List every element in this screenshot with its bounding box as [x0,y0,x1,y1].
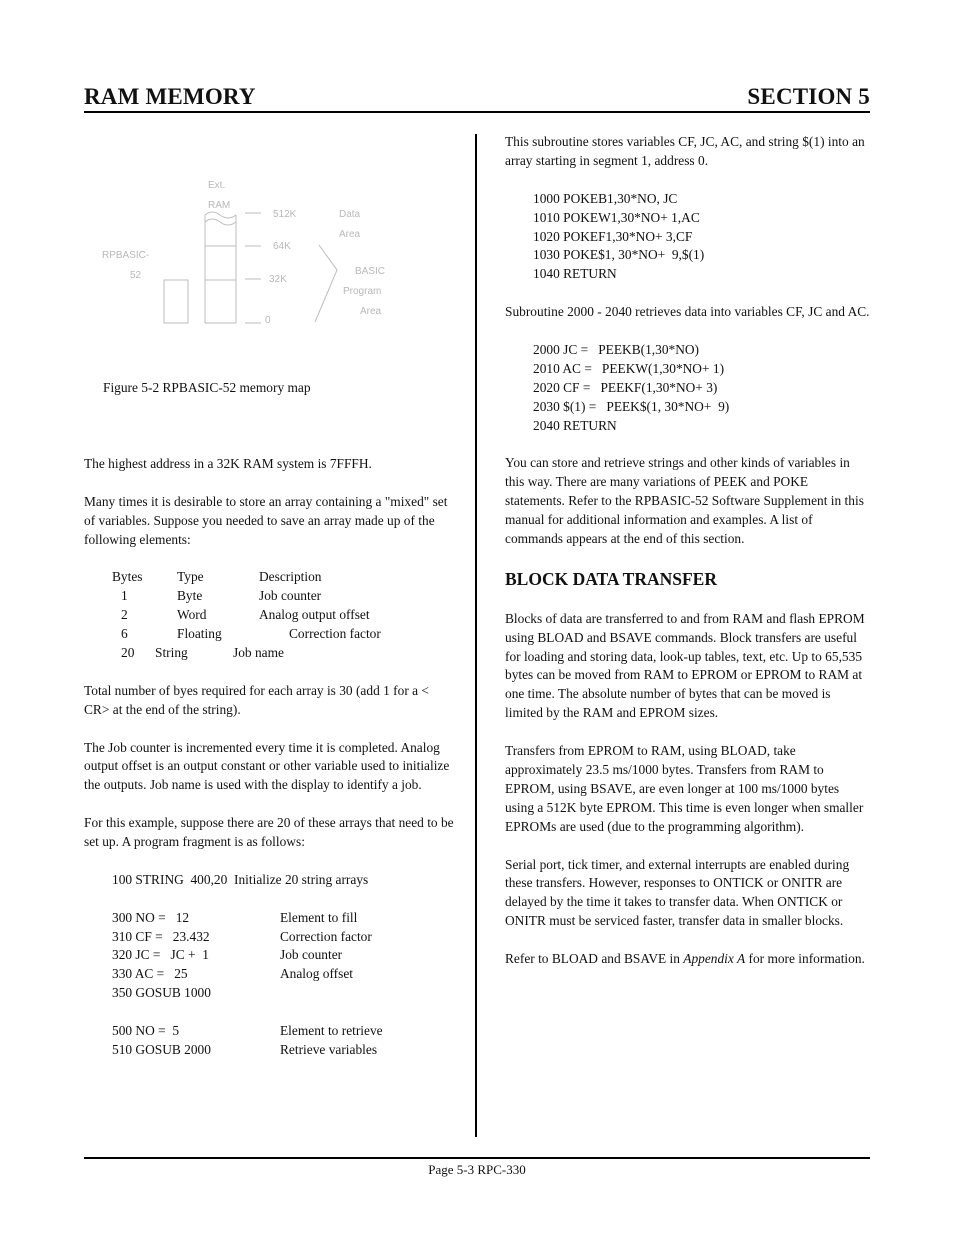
label-rpbasic: RPBASIC- [102,250,150,261]
memory-map-diagram [95,170,395,335]
paragraph-peek-poke: You can store and retrieve strings and other kinds of variables in this way. There are many variations of PEEK and POKE statements. Refer to the RPBASIC-52 Software Supplement in this manual for additional information and examples. A list of commands appears at the end of this section. [505,455,864,546]
code-block-peek [505,341,870,436]
code-line: 1000 POKEB1,30*NO, JC [533,190,678,206]
paragraph-job-counter: The Job counter is incremented every time it is completed. Analog output offset is an output constant or other variable used to initialize the outputs. Job name is used with the display to identify a job. [84,739,450,793]
label-basic: BASIC [355,266,386,277]
code-line: 350 GOSUB 1000 [112,985,211,1001]
appendix-reference: Appendix A [683,951,746,967]
label-64k: 64K [273,241,291,252]
paragraph-block-transfer: Blocks of data are transferred to and from RAM and flash EPROM using BLOAD and BSAVE commands. Block transfers are useful for loading and storing data, look-up tables, text, etc. Up to 65,535 bytes can be moved from RAM to EPROM or EPROM to RAM at one time. The absolute number of bytes that can be moved is limited by the RAM and EPROM sizes. [505,610,865,721]
label-data: Data [339,209,361,220]
page-footer: Page 5-3 RPC-330 [428,1162,526,1177]
paragraph-transfer-times: Transfers from EPROM to RAM, using BLOAD, take approximately 23.5 ms/1000 bytes. Transfers from RAM to EPROM, using BSAVE, are even longer at 100 ms/1000 bytes using a 512K byte EPROM. This time is even longer when smaller EPROMs are used (due to the programming algorithm). [505,743,864,834]
rpbasic-block [164,280,188,323]
paragraph-refer-appendix: Refer to BLOAD and BSAVE in Appendix A for more information. [505,951,865,967]
table-header-type: Type [177,569,204,585]
code-block-retrieve [84,1022,454,1060]
table-row [112,644,381,663]
section-title-block-data-transfer: BLOCK DATA TRANSFER [505,568,717,589]
table-cell: Word [177,607,207,623]
table-cell: Byte [177,588,203,604]
table-cell: 20 [121,645,135,661]
table-cell: Floating [177,626,222,642]
table-cell: Job name [233,645,284,661]
code-line: 1040 RETURN [533,266,617,282]
paragraph-subroutine-store: This subroutine stores variables CF, JC, AC, and string $(1) into an array starting in segment 1, address 0. [505,134,865,168]
table-row [112,587,381,606]
code-line: 500 NO = 5 Element to retrieve [112,1023,383,1039]
array-elements-table [112,568,381,663]
footer-rule [84,1157,870,1159]
table-cell: Analog output offset [259,607,370,623]
code-block-poke [505,190,870,285]
code-line: 1010 POKEW1,30*NO+ 1,AC [533,209,700,225]
table-header-description: Description [259,569,322,585]
code-block-string [84,871,454,890]
right-column [505,133,870,988]
table-row [112,625,381,644]
table-header-bytes: Bytes [112,569,143,585]
code-line: 320 JC = JC + 1 Job counter [112,947,343,963]
label-ext: Ext. [208,180,226,191]
table-row [112,606,381,625]
code-line: 100 STRING 400,20 Initialize 20 string arrays [112,871,369,887]
code-line: 1030 POKE$1, 30*NO+ 9,$(1) [533,247,705,263]
figure-caption: Figure 5-2 RPBASIC-52 memory map [103,380,311,395]
code-line: 310 CF = 23.432 Correction factor [112,928,372,944]
table-header-row [112,568,381,587]
left-column [84,455,454,1079]
label-area-2: Area [360,306,382,317]
code-line: 510 GOSUB 2000 Retrieve variables [112,1041,378,1057]
code-line: 1020 POKEF1,30*NO+ 3,CF [533,228,693,244]
paragraph-subroutine-retrieve: Subroutine 2000 - 2040 retrieves data into variables CF, JC and AC. [505,304,870,320]
table-cell: 6 [121,626,128,642]
paragraph-example: For this example, suppose there are 20 of these arrays that need to be set up. A program fragment is as follows: [84,815,454,850]
label-zero: 0 [265,315,271,326]
code-line: 2020 CF = PEEKF(1,30*NO+ 3) [533,379,718,395]
paragraph-mixed-array: Many times it is desirable to store an array containing a "mixed" set of variables. Suppose you needed to save an array made up of the following elements: [84,493,448,547]
page-header-title: RAM MEMORY [84,84,256,109]
code-line: 2030 $(1) = PEEK$(1, 30*NO+ 9) [533,398,730,414]
label-program: Program [343,286,382,297]
label-32k: 32K [269,274,287,285]
code-line: 2010 AC = PEEKW(1,30*NO+ 1) [533,360,725,376]
table-cell: String [155,645,188,661]
header-rule [84,111,870,113]
table-cell: Correction factor [289,626,381,642]
code-line: 2040 RETURN [533,417,617,433]
label-ram: RAM [208,200,231,211]
page-header-section: SECTION 5 [747,84,870,109]
column-divider [475,134,477,1137]
paragraph-highest-address: The highest address in a 32K RAM system is 7FFFH. [84,456,372,471]
label-52: 52 [130,270,142,281]
code-line: 2000 JC = PEEKB(1,30*NO) [533,341,700,357]
table-cell: Job counter [259,588,322,604]
code-line: 300 NO = 12 Element to fill [112,909,358,925]
label-area-1: Area [339,229,361,240]
label-512k: 512K [273,209,297,220]
table-cell: 1 [121,588,128,604]
paragraph-total-bytes: Total number of byes required for each array is 30 (add 1 for a < CR> at the end of the string). [84,682,429,717]
table-cell: 2 [121,607,128,623]
code-block-fill [84,909,454,1004]
paragraph-interrupts: Serial port, tick timer, and external interrupts are enabled during these transfers. However, responses to ONTICK or ONITR are delayed by the time it takes to transfer data. When ONTICK or ONITR must be serviced faster, transfer data in smaller blocks. [505,856,850,929]
code-line: 330 AC = 25 Analog offset [112,966,354,982]
